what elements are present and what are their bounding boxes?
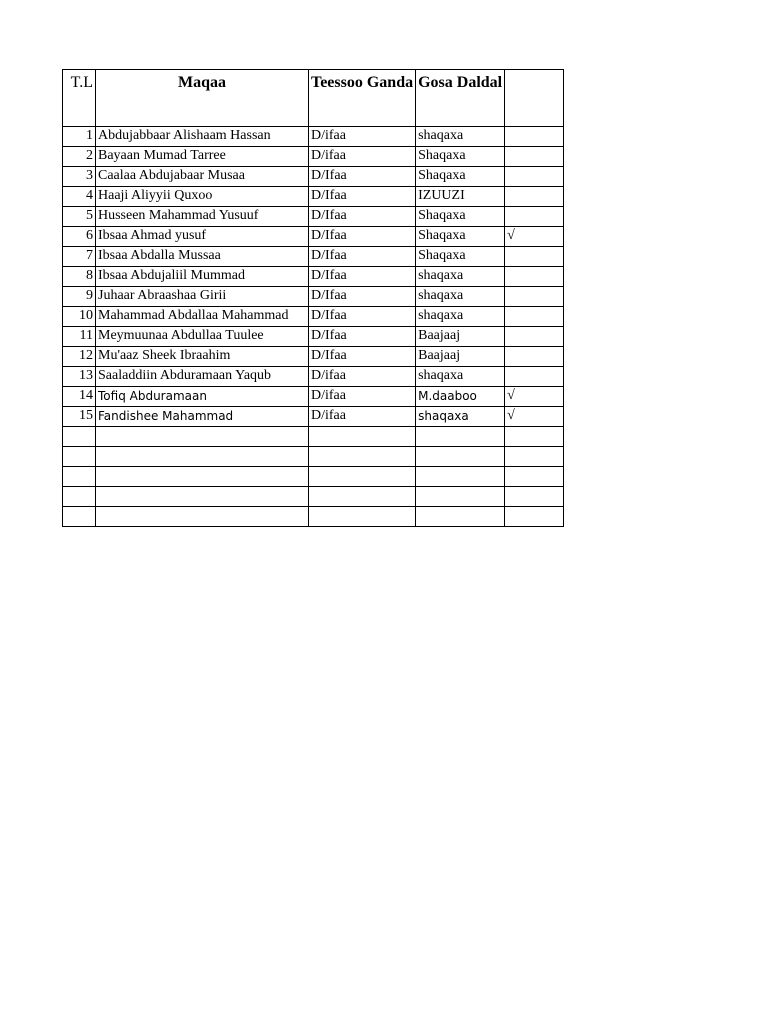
- table-row: [63, 147, 564, 167]
- table-row: [63, 167, 564, 187]
- row-gosa-daldal: Shaqaxa: [416, 207, 505, 227]
- row-teessoo-ganda: D/Ifaa: [309, 287, 416, 307]
- row-check-mark: [505, 467, 564, 487]
- row-gosa-daldal: shaqaxa: [416, 407, 505, 427]
- table-row: [63, 347, 564, 367]
- row-gosa-daldal: Baajaaj: [416, 347, 505, 367]
- row-check-mark: [505, 167, 564, 187]
- row-check-mark: [505, 207, 564, 227]
- row-teessoo-ganda: [309, 487, 416, 507]
- row-name: [96, 487, 309, 507]
- row-check-mark: [505, 287, 564, 307]
- table-row: [63, 507, 564, 527]
- table-row: [63, 367, 564, 387]
- row-teessoo-ganda: D/Ifaa: [309, 187, 416, 207]
- row-number: [63, 447, 96, 467]
- row-number: [63, 467, 96, 487]
- row-teessoo-ganda: D/ifaa: [309, 147, 416, 167]
- row-name: [96, 427, 309, 447]
- table-row: [63, 227, 564, 247]
- row-teessoo-ganda: D/Ifaa: [309, 207, 416, 227]
- row-gosa-daldal: shaqaxa: [416, 287, 505, 307]
- table-header: [63, 70, 564, 127]
- table-row: [63, 307, 564, 327]
- row-teessoo-ganda: [309, 427, 416, 447]
- row-name: Ibsaa Ahmad yusuf: [96, 227, 309, 247]
- header-tl: T.L: [63, 70, 96, 127]
- row-number: 2: [63, 147, 96, 167]
- row-number: 6: [63, 227, 96, 247]
- row-number: 11: [63, 327, 96, 347]
- row-number: 12: [63, 347, 96, 367]
- row-gosa-daldal: Shaqaxa: [416, 227, 505, 247]
- row-check-mark: √: [505, 387, 564, 407]
- row-number: 3: [63, 167, 96, 187]
- header-maqaa: Maqaa: [96, 70, 309, 127]
- row-name: Bayaan Mumad Tarree: [96, 147, 309, 167]
- row-teessoo-ganda: D/ifaa: [309, 407, 416, 427]
- table-row: [63, 407, 564, 427]
- row-teessoo-ganda: D/Ifaa: [309, 307, 416, 327]
- row-gosa-daldal: shaqaxa: [416, 307, 505, 327]
- row-teessoo-ganda: D/ifaa: [309, 387, 416, 407]
- row-number: 7: [63, 247, 96, 267]
- row-teessoo-ganda: D/ifaa: [309, 127, 416, 147]
- table-row: [63, 487, 564, 507]
- header-extra: [505, 70, 564, 127]
- row-gosa-daldal: Shaqaxa: [416, 167, 505, 187]
- row-gosa-daldal: Shaqaxa: [416, 147, 505, 167]
- row-teessoo-ganda: D/ifaa: [309, 367, 416, 387]
- row-gosa-daldal: [416, 427, 505, 447]
- row-gosa-daldal: [416, 467, 505, 487]
- header-teessoo-ganda: Teessoo Ganda: [309, 70, 416, 127]
- row-number: 4: [63, 187, 96, 207]
- row-teessoo-ganda: D/Ifaa: [309, 327, 416, 347]
- row-check-mark: [505, 187, 564, 207]
- row-number: 14: [63, 387, 96, 407]
- row-number: 5: [63, 207, 96, 227]
- row-teessoo-ganda: D/Ifaa: [309, 267, 416, 287]
- row-name: Juhaar Abraashaa Girii: [96, 287, 309, 307]
- row-name: Meymuunaa Abdullaa Tuulee: [96, 327, 309, 347]
- table-row: [63, 127, 564, 147]
- table-row: [63, 267, 564, 287]
- table-body: [63, 127, 564, 527]
- row-number: [63, 507, 96, 527]
- table-row: [63, 247, 564, 267]
- row-name: Tofiq Abduramaan: [96, 387, 309, 407]
- row-number: 13: [63, 367, 96, 387]
- row-name: Caalaa Abdujabaar Musaa: [96, 167, 309, 187]
- row-name: Mu'aaz Sheek Ibraahim: [96, 347, 309, 367]
- row-number: 10: [63, 307, 96, 327]
- header-gosa-daldal: Gosa Daldal: [416, 70, 505, 127]
- row-number: 8: [63, 267, 96, 287]
- row-check-mark: [505, 367, 564, 387]
- row-teessoo-ganda: [309, 507, 416, 527]
- row-teessoo-ganda: D/Ifaa: [309, 247, 416, 267]
- table-row: [63, 427, 564, 447]
- row-check-mark: [505, 507, 564, 527]
- row-check-mark: [505, 327, 564, 347]
- table-row: [63, 187, 564, 207]
- row-gosa-daldal: Shaqaxa: [416, 247, 505, 267]
- row-name: Saaladdiin Abduramaan Yaqub: [96, 367, 309, 387]
- table-row: [63, 287, 564, 307]
- row-number: [63, 487, 96, 507]
- row-check-mark: [505, 307, 564, 327]
- table-row: [63, 207, 564, 227]
- row-check-mark: [505, 247, 564, 267]
- row-gosa-daldal: [416, 487, 505, 507]
- row-teessoo-ganda: D/Ifaa: [309, 347, 416, 367]
- row-name: [96, 467, 309, 487]
- table-row: [63, 387, 564, 407]
- row-name: Husseen Mahammad Yusuuf: [96, 207, 309, 227]
- row-check-mark: [505, 447, 564, 467]
- row-gosa-daldal: shaqaxa: [416, 127, 505, 147]
- row-gosa-daldal: IZUUZI: [416, 187, 505, 207]
- table-row: [63, 467, 564, 487]
- row-number: [63, 427, 96, 447]
- row-teessoo-ganda: [309, 447, 416, 467]
- table-row: [63, 447, 564, 467]
- row-gosa-daldal: [416, 507, 505, 527]
- row-gosa-daldal: shaqaxa: [416, 267, 505, 287]
- row-name: Haaji Aliyyii Quxoo: [96, 187, 309, 207]
- row-name: Fandishee Mahammad: [96, 407, 309, 427]
- header-row: [63, 70, 564, 127]
- row-name: [96, 507, 309, 527]
- row-name: Mahammad Abdallaa Mahammad: [96, 307, 309, 327]
- row-name: Abdujabbaar Alishaam Hassan: [96, 127, 309, 147]
- row-number: 9: [63, 287, 96, 307]
- row-number: 1: [63, 127, 96, 147]
- row-check-mark: √: [505, 227, 564, 247]
- row-teessoo-ganda: D/Ifaa: [309, 167, 416, 187]
- row-name: Ibsaa Abdujaliil Mummad: [96, 267, 309, 287]
- table-row: [63, 327, 564, 347]
- row-check-mark: √: [505, 407, 564, 427]
- row-check-mark: [505, 347, 564, 367]
- row-teessoo-ganda: D/Ifaa: [309, 227, 416, 247]
- row-teessoo-ganda: [309, 467, 416, 487]
- row-gosa-daldal: M.daaboo: [416, 387, 505, 407]
- row-check-mark: [505, 127, 564, 147]
- row-check-mark: [505, 487, 564, 507]
- row-check-mark: [505, 147, 564, 167]
- row-gosa-daldal: shaqaxa: [416, 367, 505, 387]
- roster-table: [62, 69, 564, 527]
- row-name: Ibsaa Abdalla Mussaa: [96, 247, 309, 267]
- row-gosa-daldal: Baajaaj: [416, 327, 505, 347]
- row-gosa-daldal: [416, 447, 505, 467]
- row-check-mark: [505, 267, 564, 287]
- row-check-mark: [505, 427, 564, 447]
- row-name: [96, 447, 309, 467]
- row-number: 15: [63, 407, 96, 427]
